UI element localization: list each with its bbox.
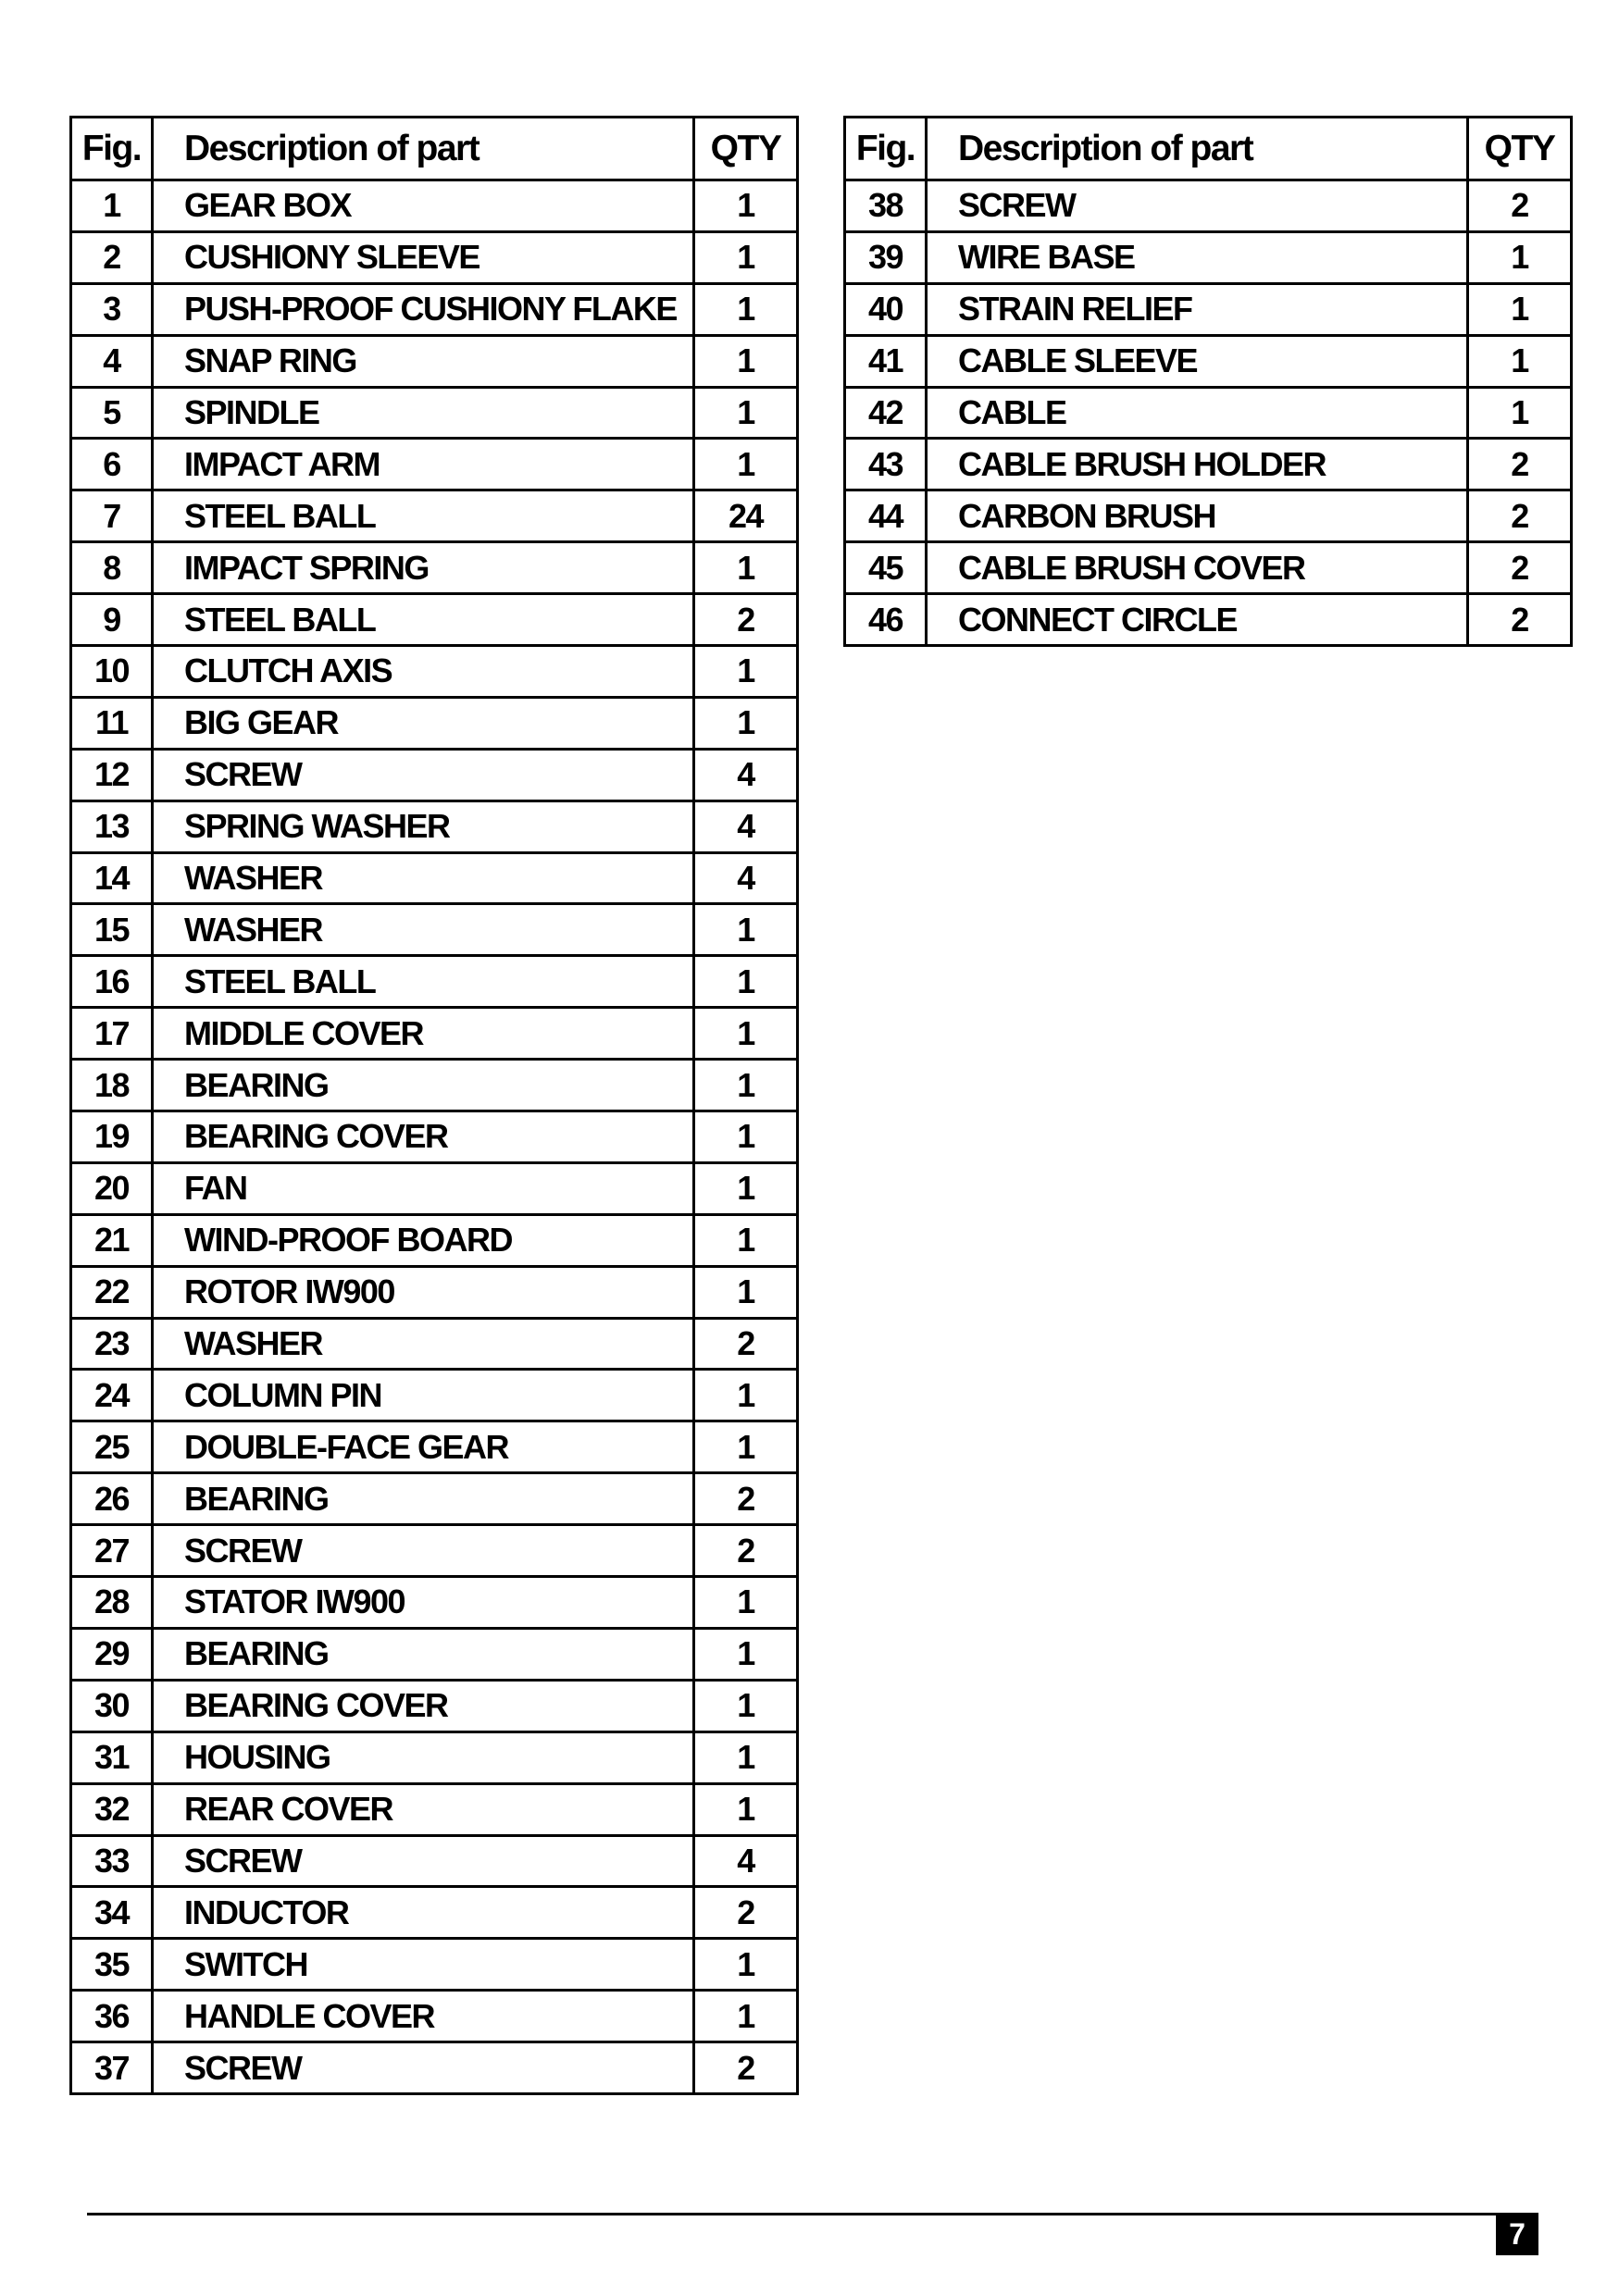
cell-qty: 2 [694, 1525, 798, 1577]
cell-fig: 5 [71, 387, 153, 439]
cell-description: BIG GEAR [153, 697, 694, 749]
cell-fig: 4 [71, 335, 153, 387]
cell-fig: 43 [845, 439, 927, 490]
cell-qty: 1 [694, 1577, 798, 1629]
cell-fig: 6 [71, 439, 153, 490]
cell-description: WASHER [153, 1318, 694, 1370]
cell-qty: 1 [694, 1266, 798, 1318]
cell-description: BEARING [153, 1628, 694, 1680]
cell-fig: 46 [845, 594, 927, 646]
table-row [71, 2042, 798, 2094]
cell-fig: 27 [71, 1525, 153, 1577]
cell-fig: 44 [845, 490, 927, 542]
cell-fig: 23 [71, 1318, 153, 1370]
cell-qty: 1 [694, 1111, 798, 1163]
table-row [71, 490, 798, 542]
cell-fig: 21 [71, 1214, 153, 1266]
table-row [845, 490, 1572, 542]
table-row [71, 1835, 798, 1887]
cell-qty: 2 [1468, 594, 1572, 646]
cell-qty: 2 [694, 1473, 798, 1525]
table-row [71, 1008, 798, 1060]
header-description: Description of part [927, 118, 1468, 180]
table-row [71, 1473, 798, 1525]
cell-description: CABLE SLEEVE [927, 335, 1468, 387]
table-row [845, 180, 1572, 232]
cell-qty: 2 [694, 1887, 798, 1939]
cell-qty: 1 [694, 180, 798, 232]
cell-fig: 45 [845, 542, 927, 594]
cell-fig: 12 [71, 749, 153, 800]
cell-qty: 1 [694, 1783, 798, 1835]
cell-description: SNAP RING [153, 335, 694, 387]
table-row [845, 283, 1572, 335]
cell-fig: 26 [71, 1473, 153, 1525]
cell-description: CUSHIONY SLEEVE [153, 231, 694, 283]
table-row [845, 594, 1572, 646]
header-description: Description of part [153, 118, 694, 180]
table-row [71, 1731, 798, 1783]
cell-description: STRAIN RELIEF [927, 283, 1468, 335]
table-row [71, 646, 798, 698]
cell-qty: 1 [694, 1008, 798, 1060]
table-row [845, 335, 1572, 387]
table-row [71, 1577, 798, 1629]
cell-qty: 1 [694, 1731, 798, 1783]
table-row [71, 1421, 798, 1473]
cell-fig: 3 [71, 283, 153, 335]
cell-qty: 1 [694, 904, 798, 956]
cell-qty: 1 [694, 956, 798, 1008]
cell-qty: 1 [1468, 231, 1572, 283]
cell-description: SCREW [927, 180, 1468, 232]
cell-description: BEARING [153, 1060, 694, 1111]
header-qty: QTY [694, 118, 798, 180]
table-row [845, 231, 1572, 283]
cell-description: MIDDLE COVER [153, 1008, 694, 1060]
cell-fig: 8 [71, 542, 153, 594]
cell-description: REAR COVER [153, 1783, 694, 1835]
cell-description: BEARING COVER [153, 1111, 694, 1163]
cell-fig: 39 [845, 231, 927, 283]
cell-qty: 1 [1468, 387, 1572, 439]
cell-fig: 37 [71, 2042, 153, 2094]
cell-description: FAN [153, 1162, 694, 1214]
cell-fig: 25 [71, 1421, 153, 1473]
cell-qty: 2 [694, 1318, 798, 1370]
header-fig: Fig. [845, 118, 927, 180]
cell-fig: 19 [71, 1111, 153, 1163]
cell-fig: 9 [71, 594, 153, 646]
cell-qty: 1 [694, 646, 798, 698]
cell-description: INDUCTOR [153, 1887, 694, 1939]
cell-description: CABLE [927, 387, 1468, 439]
cell-qty: 1 [694, 1680, 798, 1731]
cell-description: WASHER [153, 904, 694, 956]
table-row [71, 1060, 798, 1111]
cell-description: SCREW [153, 749, 694, 800]
cell-description: COLUMN PIN [153, 1370, 694, 1421]
cell-description: STATOR IW900 [153, 1577, 694, 1629]
cell-fig: 31 [71, 1731, 153, 1783]
cell-qty: 1 [694, 283, 798, 335]
cell-fig: 30 [71, 1680, 153, 1731]
cell-fig: 10 [71, 646, 153, 698]
cell-description: SCREW [153, 1835, 694, 1887]
cell-fig: 42 [845, 387, 927, 439]
cell-description: SPINDLE [153, 387, 694, 439]
cell-qty: 1 [694, 439, 798, 490]
table-row [71, 1162, 798, 1214]
cell-fig: 15 [71, 904, 153, 956]
cell-qty: 1 [694, 542, 798, 594]
header-fig: Fig. [71, 118, 153, 180]
cell-fig: 1 [71, 180, 153, 232]
cell-qty: 24 [694, 490, 798, 542]
table-row [845, 542, 1572, 594]
table-row [71, 542, 798, 594]
table-row [71, 180, 798, 232]
table-row [71, 1628, 798, 1680]
table-row [71, 1939, 798, 1991]
cell-description: CLUTCH AXIS [153, 646, 694, 698]
cell-fig: 16 [71, 956, 153, 1008]
table-row [71, 387, 798, 439]
table-row [845, 439, 1572, 490]
cell-qty: 1 [694, 1628, 798, 1680]
cell-qty: 2 [694, 2042, 798, 2094]
cell-description: SCREW [153, 2042, 694, 2094]
footer-rule [87, 2213, 1538, 2215]
cell-qty: 1 [694, 231, 798, 283]
cell-description: HOUSING [153, 1731, 694, 1783]
cell-qty: 1 [694, 697, 798, 749]
cell-description: SCREW [153, 1525, 694, 1577]
parts-table-left [69, 116, 799, 2095]
table-row [71, 749, 798, 800]
table-header-row [845, 118, 1572, 180]
cell-fig: 11 [71, 697, 153, 749]
cell-fig: 28 [71, 1577, 153, 1629]
table-row [71, 439, 798, 490]
cell-qty: 2 [694, 594, 798, 646]
cell-description: PUSH-PROOF CUSHIONY FLAKE [153, 283, 694, 335]
cell-fig: 24 [71, 1370, 153, 1421]
cell-description: GEAR BOX [153, 180, 694, 232]
cell-description: CABLE BRUSH COVER [927, 542, 1468, 594]
cell-description: IMPACT SPRING [153, 542, 694, 594]
cell-qty: 2 [1468, 490, 1572, 542]
cell-description: DOUBLE-FACE GEAR [153, 1421, 694, 1473]
table-row [71, 1111, 798, 1163]
cell-qty: 1 [694, 1370, 798, 1421]
cell-fig: 41 [845, 335, 927, 387]
cell-description: BEARING [153, 1473, 694, 1525]
cell-fig: 2 [71, 231, 153, 283]
table-row [71, 283, 798, 335]
cell-fig: 36 [71, 1991, 153, 2042]
cell-qty: 1 [694, 387, 798, 439]
cell-fig: 20 [71, 1162, 153, 1214]
table-row [71, 956, 798, 1008]
table-row [71, 594, 798, 646]
page-number: 7 [1496, 2213, 1538, 2255]
cell-qty: 1 [694, 1991, 798, 2042]
cell-qty: 1 [694, 1060, 798, 1111]
cell-qty: 2 [1468, 542, 1572, 594]
table-row [71, 1887, 798, 1939]
cell-description: IMPACT ARM [153, 439, 694, 490]
cell-description: STEEL BALL [153, 594, 694, 646]
cell-qty: 4 [694, 1835, 798, 1887]
table-row [71, 1991, 798, 2042]
cell-description: ROTOR IW900 [153, 1266, 694, 1318]
cell-fig: 40 [845, 283, 927, 335]
cell-fig: 38 [845, 180, 927, 232]
cell-qty: 1 [694, 1939, 798, 1991]
table-row [71, 231, 798, 283]
cell-description: BEARING COVER [153, 1680, 694, 1731]
table-row [71, 852, 798, 904]
table-row [71, 1214, 798, 1266]
cell-qty: 1 [694, 1162, 798, 1214]
cell-description: CONNECT CIRCLE [927, 594, 1468, 646]
cell-qty: 1 [1468, 335, 1572, 387]
cell-qty: 4 [694, 800, 798, 852]
table-row [845, 387, 1572, 439]
table-row [71, 1370, 798, 1421]
cell-qty: 1 [694, 1421, 798, 1473]
cell-description: SWITCH [153, 1939, 694, 1991]
cell-qty: 2 [1468, 180, 1572, 232]
table-row [71, 904, 798, 956]
cell-fig: 18 [71, 1060, 153, 1111]
cell-fig: 14 [71, 852, 153, 904]
cell-qty: 2 [1468, 439, 1572, 490]
parts-table-right [843, 116, 1573, 647]
table-header-row [71, 118, 798, 180]
cell-description: WASHER [153, 852, 694, 904]
cell-fig: 35 [71, 1939, 153, 1991]
table-row [71, 697, 798, 749]
cell-fig: 34 [71, 1887, 153, 1939]
cell-description: STEEL BALL [153, 490, 694, 542]
cell-fig: 22 [71, 1266, 153, 1318]
cell-description: SPRING WASHER [153, 800, 694, 852]
cell-qty: 1 [1468, 283, 1572, 335]
cell-fig: 17 [71, 1008, 153, 1060]
table-row [71, 1525, 798, 1577]
cell-fig: 29 [71, 1628, 153, 1680]
cell-description: CARBON BRUSH [927, 490, 1468, 542]
table-row [71, 800, 798, 852]
cell-description: WIND-PROOF BOARD [153, 1214, 694, 1266]
cell-qty: 1 [694, 335, 798, 387]
cell-fig: 13 [71, 800, 153, 852]
table-row [71, 1318, 798, 1370]
cell-description: HANDLE COVER [153, 1991, 694, 2042]
table-row [71, 335, 798, 387]
table-row [71, 1783, 798, 1835]
cell-fig: 32 [71, 1783, 153, 1835]
table-row [71, 1680, 798, 1731]
cell-fig: 7 [71, 490, 153, 542]
cell-description: STEEL BALL [153, 956, 694, 1008]
cell-description: CABLE BRUSH HOLDER [927, 439, 1468, 490]
cell-qty: 4 [694, 749, 798, 800]
header-qty: QTY [1468, 118, 1572, 180]
cell-qty: 4 [694, 852, 798, 904]
cell-qty: 1 [694, 1214, 798, 1266]
table-row [71, 1266, 798, 1318]
cell-description: WIRE BASE [927, 231, 1468, 283]
cell-fig: 33 [71, 1835, 153, 1887]
